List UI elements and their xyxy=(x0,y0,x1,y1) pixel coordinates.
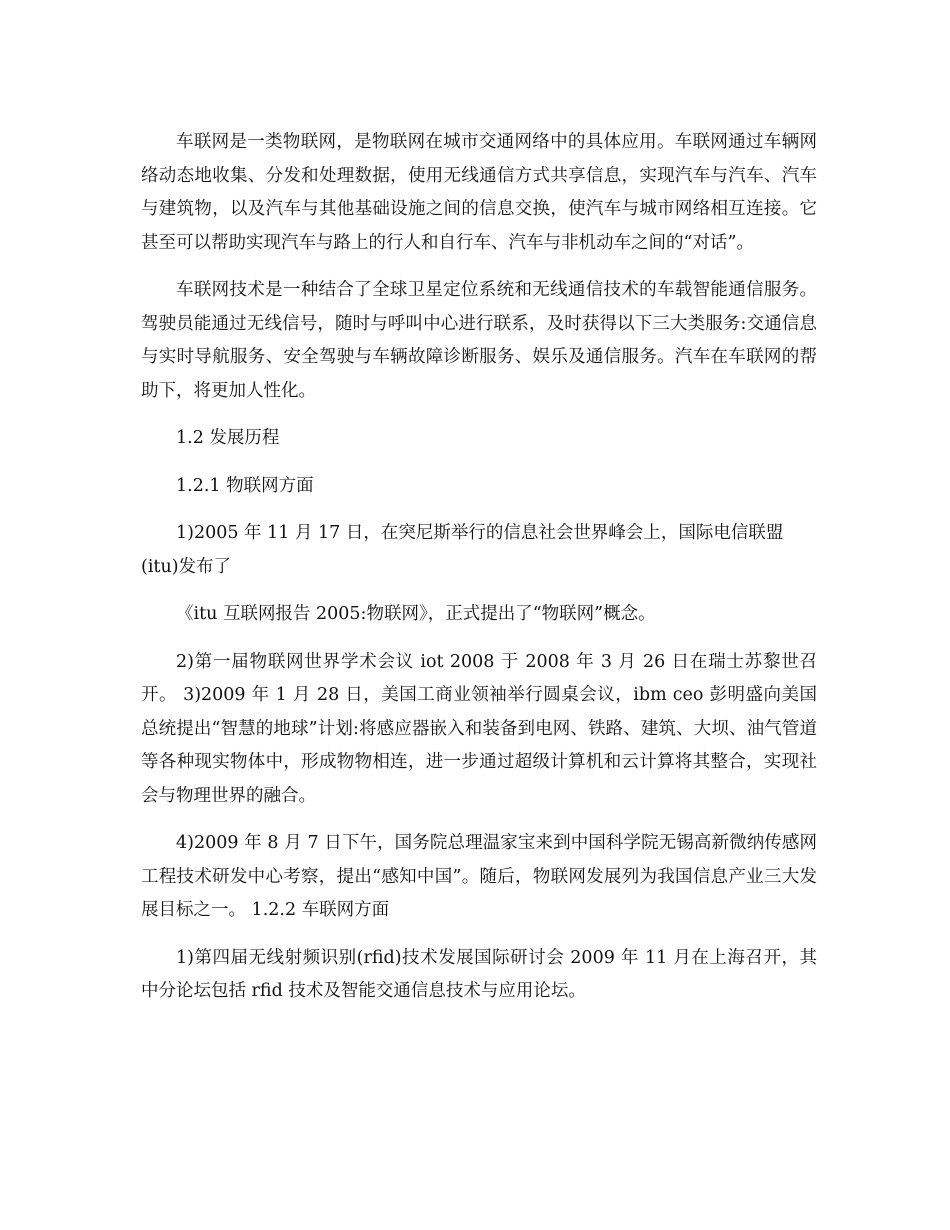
list-item-1-line-1: 1)2005 年 11 月 17 日，在突尼斯举行的信息社会世界峰会上，国际电信联盟 xyxy=(176,523,784,543)
list-item-vehicle-1: 1)第四届无线射频识别(rfid)技术发展国际研讨会 2009 年 11 月在上海召开，其中分论坛包括 rfid 技术及智能交通信息技术与应用论坛。 xyxy=(141,947,817,1001)
paragraph-telematics: 车联网技术是一种结合了全球卫星定位系统和无线通信技术的车载智能通信服务。驾驶员能通过无线信号，随时与呼叫中心进行联系，及时获得以下三大类服务:交通信息与实时导航服务、安全驾驶与车辆故障诊断服务、娱乐及通信服务。汽车在车联网的帮助下，将更加人性化。 xyxy=(141,280,817,401)
section-heading-1-2: 1.2 发展历程 xyxy=(176,428,280,448)
list-item-4: 4)2009 年 8 月 7 日下午，国务院总理温家宝来到中国科学院无锡高新微纳传感网工程技术研发中心考察，提出“感知中国”。随后，物联网发展列为我国信息产业三大发展目标之一。 1.2.2 车联网方面 xyxy=(141,833,817,920)
paragraph-intro: 车联网是一类物联网，是物联网在城市交通网络中的具体应用。车联网通过车辆网络动态地收集、分发和处理数据，使用无线通信方式共享信息，实现汽车与汽车、汽车与建筑物，以及汽车与其他基础设施之间的信息交换，使汽车与城市网络相互连接。它甚至可以帮助实现汽车与路上的行人和自行车、汽车与非机动车之间的“对话”。 xyxy=(141,132,817,253)
list-item-1-line-2: (itu)发布了 xyxy=(141,556,232,577)
list-item-1 xyxy=(141,517,817,632)
list-item-2-3: 2)第一届物联网世界学术会议 iot 2008 于 2008 年 3 月 26 日在瑞士苏黎世召开。 3)2009 年 1 月 28 日，美国工商业领袖举行圆桌会议，ibm ceo 彭明盛向美国总统提出“智慧的地球”计划:将感应器嵌入和装备到电网、铁路、建筑、大坝、油气管道等各种现实物体中，形成物物相连，进一步通过超级计算机和云计算将其整合，实现社会与物理世界的融合。 xyxy=(141,651,817,806)
section-heading-1-2-1: 1.2.1 物联网方面 xyxy=(176,475,314,496)
list-item-1-line-3: 《itu 互联网报告 2005:物联网》，正式提出了“物联网”概念。 xyxy=(176,604,656,624)
document-body xyxy=(141,126,817,1009)
